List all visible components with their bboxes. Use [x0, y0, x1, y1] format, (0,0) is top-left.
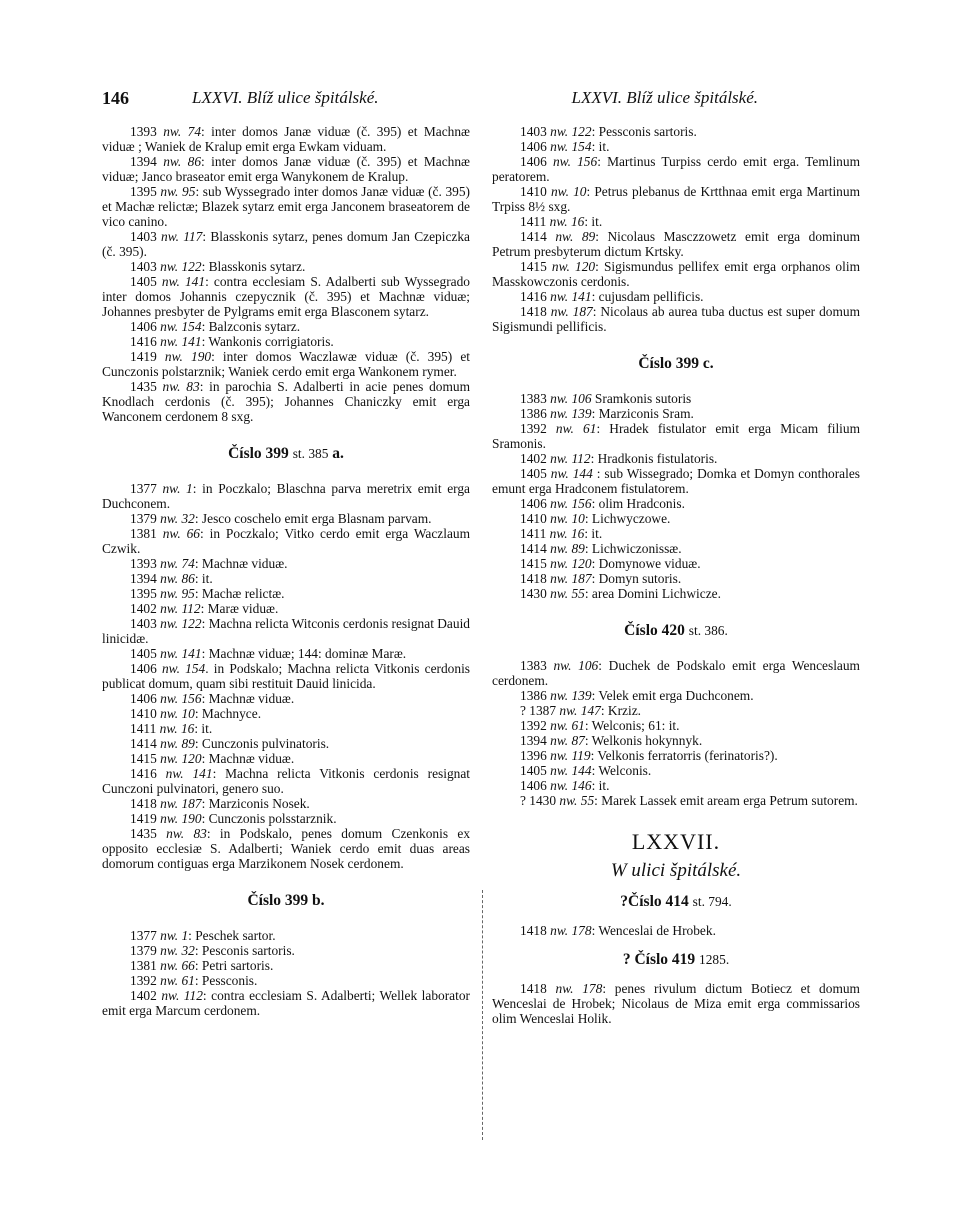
page-number: 146 [102, 88, 129, 108]
entry-year: 1381 [130, 958, 161, 973]
entry [492, 571, 860, 586]
entry [102, 334, 470, 349]
entry-year: 1414 [520, 541, 551, 556]
entry [102, 586, 470, 601]
entry-text: : Wankonis corrigiatoris. [201, 334, 334, 349]
entry-ref: nw. 141 [165, 766, 213, 781]
entry-ref: nw. 117 [161, 229, 203, 244]
entry-text: : in Poczkalo; Vitko cerdo emit erga Waczlaum Czwik. [102, 526, 471, 556]
entry-text: : Marziconis Nosek. [201, 796, 310, 811]
entry [102, 691, 470, 706]
entries-399a [102, 481, 470, 871]
entry-year: 1381 [130, 526, 163, 541]
entry-year: 1435 [130, 379, 163, 394]
section-heading-399b: Číslo 399 b. [247, 892, 325, 909]
entry [102, 721, 470, 736]
entry-text: : it. [591, 139, 610, 154]
entry [102, 958, 470, 973]
entry-ref: nw. 66 [162, 526, 200, 541]
entry-year: 1377 [130, 481, 163, 496]
entry-text: : Jesco coschelo emit erga Blasnam parvam. [194, 511, 432, 526]
entry-year: 1406 [130, 661, 162, 676]
entry-year: 1392 [520, 421, 556, 436]
entry [102, 706, 470, 721]
entry [102, 481, 470, 511]
entry-ref: nw. 144 [550, 763, 592, 778]
entry-ref: nw. 178 [550, 923, 592, 938]
entry-ref: nw. 106 [553, 658, 599, 673]
entry-year: 1394 [130, 571, 161, 586]
entry-ref: nw. 55 [559, 793, 595, 808]
entry [492, 778, 860, 793]
entry-ref: nw. 178 [555, 981, 603, 996]
entry-ref: nw. 112 [161, 988, 203, 1003]
entry [492, 421, 860, 451]
entry-text: : Wenceslai de Hrobek. [591, 923, 716, 938]
entry-year: 1405 [520, 763, 551, 778]
entry [492, 718, 860, 733]
left-column [102, 124, 470, 1018]
entry-ref: nw. 61 [550, 718, 585, 733]
entry-ref: nw. 74 [160, 556, 195, 571]
entry-year: 1383 [520, 391, 551, 406]
entry-year: 1403 [520, 124, 551, 139]
entry [102, 229, 470, 259]
entry-text: : Velek emit erga Duchconem. [591, 688, 754, 703]
entry-ref: nw. 154 [550, 139, 592, 154]
entry-ref: nw. 154 [161, 661, 206, 676]
entry-text: : cujusdam pellificis. [591, 289, 704, 304]
entry-ref: nw. 89 [160, 736, 195, 751]
entry-text: : Machnæ viduæ. [194, 556, 288, 571]
entry-year: 1416 [130, 334, 161, 349]
entry-ref: nw. 139 [550, 406, 592, 421]
entry-ref: nw. 55 [550, 586, 585, 601]
entry [492, 229, 860, 259]
entry-text: : inter domos Janæ viduæ (č. 395) et Machnæ viduæ; Janco braseator emit erga Wanykonem de Kralup. [102, 154, 470, 184]
entry-year: 1393 [130, 556, 161, 571]
entry [102, 988, 470, 1018]
entry-ref: nw. 146 [550, 778, 592, 793]
entry [492, 139, 860, 154]
entry-text: : Nicolaus ab aurea tuba ductus est super domum Sigismundi pellificis. [492, 304, 860, 334]
entry-text: : Welconis; 61: it. [584, 718, 680, 733]
section-heading-420: Číslo 420 st. 386. [624, 622, 728, 639]
entry-text: : Pessconis. [194, 973, 258, 988]
entry [492, 703, 860, 718]
entry-year: 1414 [520, 229, 556, 244]
entry-text: : Velkonis ferratorris (ferinatoris?). [590, 748, 778, 763]
entry-year: 1430 [520, 586, 551, 601]
entry-ref: nw. 147 [559, 703, 601, 718]
entry [102, 349, 470, 379]
entry-year: 1379 [130, 943, 161, 958]
entry-text: : Pessconis sartoris. [591, 124, 697, 139]
entry-year: 1394 [130, 154, 164, 169]
entry-text: : contra ecclesiam S. Adalberti; Wellek laborator emit erga Marcum cerdonem. [102, 988, 470, 1018]
entry-ref: nw. 122 [160, 259, 202, 274]
entry [102, 928, 470, 943]
entry-ref: nw. 122 [550, 124, 592, 139]
entries-419 [492, 981, 860, 1026]
entry-text: : Welconis. [591, 763, 652, 778]
entry-text: : Maræ viduæ. [200, 601, 279, 616]
entry-year: 1419 [130, 811, 161, 826]
entry [102, 601, 470, 616]
entry-year: 1406 [130, 319, 161, 334]
entry-text: : Petrus plebanus de Krtthnaa emit erga Martinum Trpiss 8½ sxg. [492, 184, 860, 214]
entry-ref: nw. 86 [160, 571, 195, 586]
entry-text: : Petri sartoris. [194, 958, 274, 973]
entry-ref: nw. 156 [552, 154, 598, 169]
entry-text: : in Podskalo, penes domum Czenkonis ex opposito ecclesiæ S. Adalberti; Waniek cerdo emit duas areas domorum contiguas erga Marzikonem Nosek cerdonem. [102, 826, 471, 871]
entry-year: 1418 [520, 923, 551, 938]
entry-year: 1411 [520, 526, 550, 541]
entry-ref: nw. 16 [159, 721, 195, 736]
entry-text: : inter domos Janæ viduæ (č. 395) et Machnæ viduæ ; Waniek de Kralup emit erga Ewkam viduam. [102, 124, 470, 154]
entry-text: : Machnyce. [194, 706, 262, 721]
entry [492, 658, 860, 688]
entry [102, 379, 470, 424]
entry-text: : Balzconis sytarz. [201, 319, 301, 334]
entry-year: 1406 [520, 778, 551, 793]
entry-year: 1403 [130, 616, 161, 631]
section-heading-399c: Číslo 399 c. [638, 355, 714, 372]
entry-year: 1406 [520, 154, 553, 169]
entry-text: : it. [194, 721, 213, 736]
entry-ref: nw. 66 [160, 958, 195, 973]
entry-year: 1418 [520, 571, 551, 586]
entry-ref: nw. 87 [550, 733, 585, 748]
entry [492, 511, 860, 526]
entry-ref: nw. 32 [160, 511, 195, 526]
entry-year: 1411 [130, 721, 160, 736]
entry-text: : Machna relicta Vitkonis cerdonis resignat Cunczoni pulvinatori, genero suo. [102, 766, 470, 796]
entry-year: 1393 [130, 124, 164, 139]
entry [102, 124, 470, 154]
entry-year: 1379 [130, 511, 161, 526]
entry-ref: nw. 190 [164, 349, 212, 364]
entry [492, 733, 860, 748]
entry-year: 1392 [130, 973, 161, 988]
entry [492, 124, 860, 139]
entry-ref: nw. 1 [162, 481, 193, 496]
entry-text: : Sigismundus pellifex emit erga orphanos olim Masskowczonis cerdonis. [492, 259, 860, 289]
entry-year: 1406 [520, 139, 551, 154]
entry [102, 766, 470, 796]
entry-ref: nw. 61 [160, 973, 195, 988]
entry [492, 466, 860, 496]
entries-399c [492, 391, 860, 601]
entries-414 [492, 923, 860, 938]
entry-text: : penes rivulum dictum Botiecz et domum Wenceslai de Hrobek; Nicolaus de Miza emit erga commissarios olim Wenceslai Holik. [492, 981, 860, 1026]
entry-ref: nw. 16 [549, 526, 585, 541]
entry-ref: nw. 141 [160, 646, 202, 661]
entry [492, 748, 860, 763]
entry-ref: nw. 187 [550, 571, 592, 586]
entry-ref: nw. 190 [160, 811, 202, 826]
entry-text: : Nicolaus Masczzowetz emit erga dominum Petrum presbyterum dictum Krtsky. [492, 229, 860, 259]
entry-ref: nw. 156 [160, 691, 202, 706]
entry-text: : Hradek fistulator emit erga Micam filium Sramonis. [492, 421, 860, 451]
entry [102, 796, 470, 811]
entries-intro-left [102, 124, 470, 424]
entry [492, 451, 860, 466]
entry-ref: nw. 187 [160, 796, 202, 811]
entry-text: : Cunczonis polsstarznik. [201, 811, 337, 826]
entry-text: Sramkonis sutoris [591, 391, 692, 406]
entry-year: 1415 [520, 259, 552, 274]
entry-year: 1418 [520, 304, 551, 319]
entry-text: : Marek Lassek emit aream erga Petrum sutorem. [594, 793, 858, 808]
entry-year: 1410 [130, 706, 161, 721]
entry-text: : Machna relicta Witconis cerdonis resignat Dauid linicidæ. [102, 616, 470, 646]
entry-ref: nw. 122 [160, 616, 202, 631]
entry-ref: nw. 89 [550, 541, 585, 556]
entry [102, 661, 470, 691]
entry-ref: nw. 119 [550, 748, 591, 763]
entry-year: 1403 [130, 259, 161, 274]
entry-year: 1406 [520, 496, 551, 511]
entry-ref: nw. 141 [161, 274, 206, 289]
entry-ref: nw. 1 [160, 928, 189, 943]
entry-text: : Krziz. [600, 703, 641, 718]
entry [102, 616, 470, 646]
entry-year: 1405 [130, 274, 162, 289]
entry-year: 1416 [520, 289, 551, 304]
entry-text: : Machnæ viduæ; 144: dominæ Maræ. [201, 646, 407, 661]
entry-year: 1414 [130, 736, 161, 751]
entry [102, 259, 470, 274]
entry-text: . in Podskalo; Machna relicta Vitkonis cerdonis publicat domum, quam sibi restituit Dauid linicida. [102, 661, 470, 691]
entry-text: : Pesconis sartoris. [194, 943, 295, 958]
entry-text: : contra ecclesiam S. Adalberti sub Wyssegrado inter domos Johannis czepycznik (č. 395) et Machnæ viduæ; Johannes presbyter de Pylgrams emit erga Blasconem sytarz. [102, 274, 470, 319]
entry-year: 1419 [130, 349, 165, 364]
entry-ref: nw. 187 [550, 304, 593, 319]
entry [492, 496, 860, 511]
entry-ref: nw. 141 [160, 334, 202, 349]
entry-text: : olim Hradconis. [591, 496, 685, 511]
entry-year: 1415 [520, 556, 551, 571]
entry-text: : Blasskonis sytarz, penes domum Jan Czepiczka (č. 395). [102, 229, 470, 259]
entries-420 [492, 658, 860, 808]
running-title-right: LXXVI. Blíž ulice špitálské. [571, 88, 758, 107]
entry-year: 1402 [520, 451, 551, 466]
entry [492, 688, 860, 703]
entry [102, 184, 470, 229]
section-heading-419: ? Číslo 419 1285. [622, 951, 730, 968]
entry [102, 571, 470, 586]
entry-text: : Domynowe viduæ. [591, 556, 701, 571]
entry [102, 736, 470, 751]
entry-ref: nw. 16 [549, 214, 585, 229]
entry-year: 1377 [130, 928, 161, 943]
entry [102, 526, 470, 556]
entry-ref: nw. 120 [550, 556, 592, 571]
entry [492, 304, 860, 334]
entry-year: 1395 [130, 184, 161, 199]
entry-year: 1386 [520, 406, 551, 421]
entry-text: : Machnæ viduæ. [201, 691, 295, 706]
entry [102, 274, 470, 319]
entry-text: : it. [194, 571, 213, 586]
entry-year: 1418 [520, 981, 556, 996]
entry-text: : sub Wyssegrado inter domos Janæ viduæ (č. 395) et Machæ relictæ; Blazek sytarz emit erga Janconem braseatorem de vico canino. [102, 184, 471, 229]
entry-text: : Blasskonis sytarz. [201, 259, 306, 274]
entry-ref: nw. 120 [551, 259, 596, 274]
entry-year: 1405 [130, 646, 161, 661]
entry-year: 1402 [130, 601, 161, 616]
entry-ref: nw. 112 [160, 601, 201, 616]
entry-text: : Hradkonis fistulatoris. [590, 451, 718, 466]
entry-text: : it. [584, 526, 603, 541]
entry-text: : it. [591, 778, 610, 793]
entry-ref: nw. 120 [160, 751, 202, 766]
entry-year: 1392 [520, 718, 551, 733]
column-divider [482, 890, 483, 1140]
entry-year: 1435 [130, 826, 167, 841]
entry [102, 511, 470, 526]
entry [492, 526, 860, 541]
entry-year: 1402 [130, 988, 162, 1003]
entry [102, 154, 470, 184]
entry [492, 214, 860, 229]
entry-ref: nw. 95 [160, 184, 196, 199]
entry-ref: nw. 61 [555, 421, 597, 436]
entry-ref: nw. 156 [550, 496, 592, 511]
entry-ref: nw. 112 [550, 451, 591, 466]
entry-ref: nw. 89 [555, 229, 596, 244]
entry-ref: nw. 141 [550, 289, 592, 304]
entry-ref: nw. 86 [163, 154, 202, 169]
entry [102, 973, 470, 988]
entry-ref: nw. 154 [160, 319, 202, 334]
entry [492, 154, 860, 184]
entry-ref: nw. 139 [550, 688, 592, 703]
entry-text: : Machæ relictæ. [194, 586, 285, 601]
street-title: W ulici špitálské. [610, 860, 742, 881]
entry [102, 319, 470, 334]
entry-year: 1403 [130, 229, 162, 244]
entry [492, 586, 860, 601]
entry-text: : in parochia S. Adalberti in acie penes domum Knodlach cerdonis (č. 395); Johannes Chaniczky emit erga Wanconem cerdonem 8 sxg. [102, 379, 470, 424]
entries-399b [102, 928, 470, 1018]
entry-text: : inter domos Waczlawæ viduæ (č. 395) et Cunczonis polstarznik; Waniek cerdo emit erga Wankonem rymer. [102, 349, 470, 379]
entry [492, 556, 860, 571]
entry [492, 184, 860, 214]
section-heading-399a: Číslo 399 st. 385 a. [228, 445, 344, 462]
entry-year: 1386 [520, 688, 551, 703]
entry-year: 1411 [520, 214, 550, 229]
entry-ref: nw. 83 [166, 826, 207, 841]
entry-year: 1396 [520, 748, 551, 763]
entry-text: : Martinus Turpiss cerdo emit erga. Temlinum peratorem. [492, 154, 860, 184]
section-heading-414: ?Číslo 414 st. 794. [620, 893, 732, 910]
entry-ref: nw. 95 [160, 586, 195, 601]
entry-text: : Duchek de Podskalo emit erga Wenceslaum cerdonem. [492, 658, 860, 688]
entry [492, 391, 860, 406]
entry-ref: nw. 10 [550, 184, 587, 199]
entry-year: 1416 [130, 766, 166, 781]
entry-ref: nw. 10 [160, 706, 195, 721]
entry-year: 1418 [130, 796, 161, 811]
entry-ref: nw. 32 [160, 943, 195, 958]
entry [102, 943, 470, 958]
entry-year: 1394 [520, 733, 551, 748]
entry-text: : Marziconis Sram. [591, 406, 694, 421]
entry-year: ? 1387 [520, 703, 560, 718]
entry-year: 1395 [130, 586, 161, 601]
entry [102, 646, 470, 661]
entry-year: 1410 [520, 184, 551, 199]
entry-text: : Lichwyczowe. [584, 511, 671, 526]
entry [492, 923, 860, 938]
entry-text: : Welkonis hokynnyk. [584, 733, 703, 748]
entries-intro-right [492, 124, 860, 334]
entry [492, 541, 860, 556]
entry-text: : Cunczonis pulvinatoris. [194, 736, 330, 751]
entry-text: : sub Wissegrado; Domka et Domyn conthorales emunt erga Hradconem fistulatorem. [492, 466, 860, 496]
entry [492, 406, 860, 421]
entry-text: : area Domini Lichwicze. [584, 586, 721, 601]
page-header [102, 88, 868, 114]
entry-text: : Peschek sartor. [188, 928, 276, 943]
entry [492, 793, 860, 808]
entry [492, 289, 860, 304]
entry-ref: nw. 144 [550, 466, 593, 481]
entry [492, 259, 860, 289]
right-column [492, 124, 860, 1026]
entry-year: 1406 [130, 691, 161, 706]
entry [102, 826, 470, 871]
entry [102, 751, 470, 766]
chapter-number: LXXVII. [631, 829, 721, 854]
entry-ref: nw. 106 [550, 391, 592, 406]
entry-ref: nw. 10 [550, 511, 585, 526]
entry-year: 1405 [520, 466, 551, 481]
entry-text: : Machnæ viduæ. [201, 751, 295, 766]
entry [102, 811, 470, 826]
entry [102, 556, 470, 571]
entry-ref: nw. 74 [163, 124, 202, 139]
entry [492, 763, 860, 778]
entry-text: : it. [584, 214, 603, 229]
entry-year: ? 1430 [520, 793, 560, 808]
entry-text: : in Poczkalo; Blaschna parva meretrix emit erga Duchconem. [102, 481, 470, 511]
entry-year: 1383 [520, 658, 554, 673]
running-title-left: LXXVI. Blíž ulice špitálské. [192, 88, 379, 107]
entry-text: : Lichwiczonissæ. [584, 541, 682, 556]
entry-text: : Domyn sutoris. [591, 571, 682, 586]
entry-year: 1415 [130, 751, 161, 766]
entry-year: 1410 [520, 511, 551, 526]
entry-ref: nw. 83 [162, 379, 200, 394]
entry [492, 981, 860, 1026]
